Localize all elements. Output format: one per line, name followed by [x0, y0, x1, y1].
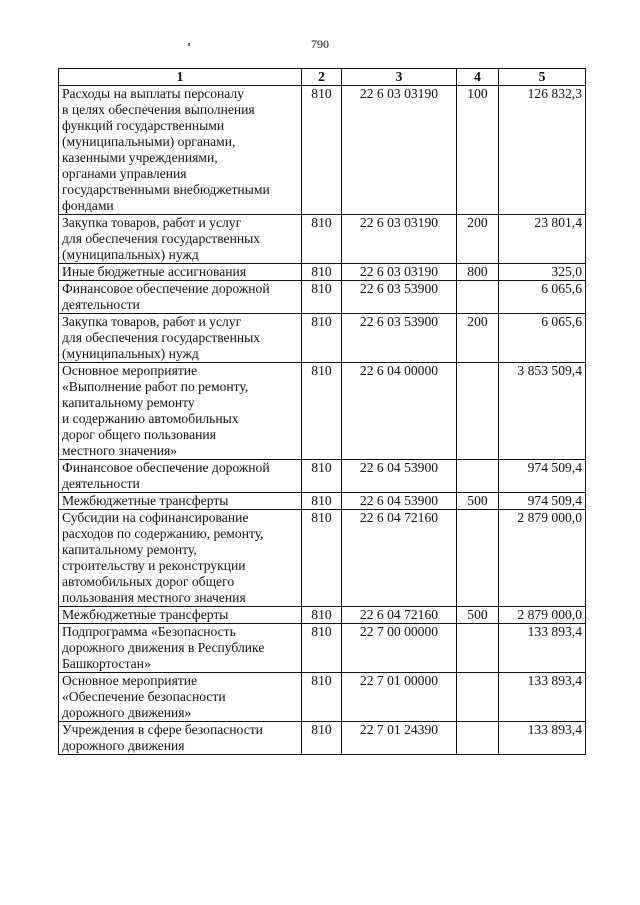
expense-name: Расходы на выплаты персоналу в целях обеспечения выполнения функций государственными (муниципальными) органами, казенными учреждениями, органами управления государственными внебюджетными фондами [59, 86, 302, 215]
admin-code: 810 [302, 673, 342, 722]
expense-name: Межбюджетные трансферты [59, 607, 302, 624]
target-code: 22 6 03 53900 [342, 281, 457, 314]
expense-type-code [457, 510, 499, 607]
target-code: 22 6 04 53900 [342, 493, 457, 510]
expense-type-code: 800 [457, 264, 499, 281]
expense-type-code [457, 722, 499, 755]
table-header-row [59, 69, 586, 86]
expense-name: Основное мероприятие «Обеспечение безопасности дорожного движения» [59, 673, 302, 722]
admin-code: 810 [302, 281, 342, 314]
expense-type-code [457, 624, 499, 673]
column-header: 5 [499, 69, 586, 86]
admin-code: 810 [302, 86, 342, 215]
amount: 6 065,6 [499, 314, 586, 363]
admin-code: 810 [302, 215, 342, 264]
target-code: 22 6 03 03190 [342, 215, 457, 264]
table-row [59, 314, 586, 363]
admin-code: 810 [302, 722, 342, 755]
target-code: 22 7 01 00000 [342, 673, 457, 722]
expense-type-code [457, 281, 499, 314]
expense-name: Основное мероприятие «Выполнение работ по ремонту, капитальному ремонту и содержанию автомобильных дорог общего пользования местного значения» [59, 363, 302, 460]
table-row [59, 722, 586, 755]
amount: 325,0 [499, 264, 586, 281]
expense-name: Субсидии на софинансирование расходов по содержанию, ремонту, капитальному ремонту, строительству и реконструкции автомобильных дорог общего пользования местного значения [59, 510, 302, 607]
expense-type-code: 200 [457, 314, 499, 363]
admin-code: 810 [302, 363, 342, 460]
column-header: 2 [302, 69, 342, 86]
target-code: 22 6 03 03190 [342, 264, 457, 281]
expense-type-code: 500 [457, 493, 499, 510]
target-code: 22 7 01 24390 [342, 722, 457, 755]
column-header: 3 [342, 69, 457, 86]
table-row [59, 510, 586, 607]
expense-name: Финансовое обеспечение дорожной деятельности [59, 460, 302, 493]
amount: 3 853 509,4 [499, 363, 586, 460]
admin-code: 810 [302, 493, 342, 510]
target-code: 22 6 04 72160 [342, 607, 457, 624]
target-code: 22 6 04 53900 [342, 460, 457, 493]
amount: 133 893,4 [499, 722, 586, 755]
expense-type-code: 200 [457, 215, 499, 264]
target-code: 22 6 04 72160 [342, 510, 457, 607]
expense-name: Закупка товаров, работ и услуг для обеспечения государственных (муниципальных) нужд [59, 314, 302, 363]
expense-name: Подпрограмма «Безопасность дорожного движения в Республике Башкортостан» [59, 624, 302, 673]
target-code: 22 7 00 00000 [342, 624, 457, 673]
expense-type-code [457, 673, 499, 722]
admin-code: 810 [302, 314, 342, 363]
admin-code: 810 [302, 624, 342, 673]
table-row [59, 264, 586, 281]
amount: 2 879 000,0 [499, 607, 586, 624]
table-row [59, 460, 586, 493]
amount: 6 065,6 [499, 281, 586, 314]
admin-code: 810 [302, 460, 342, 493]
table-row [59, 363, 586, 460]
expense-name: Учреждения в сфере безопасности дорожного движения [59, 722, 302, 755]
amount: 974 509,4 [499, 460, 586, 493]
column-header: 4 [457, 69, 499, 86]
admin-code: 810 [302, 264, 342, 281]
budget-table [58, 68, 586, 755]
scan-speck [188, 43, 190, 46]
expense-name: Закупка товаров, работ и услуг для обеспечения государственных (муниципальных) нужд [59, 215, 302, 264]
amount: 133 893,4 [499, 673, 586, 722]
column-header: 1 [59, 69, 302, 86]
page-number: 790 [311, 37, 329, 51]
amount: 23 801,4 [499, 215, 586, 264]
table-row [59, 215, 586, 264]
table-row [59, 624, 586, 673]
table-row [59, 86, 586, 215]
admin-code: 810 [302, 607, 342, 624]
expense-type-code: 100 [457, 86, 499, 215]
target-code: 22 6 03 03190 [342, 86, 457, 215]
expense-name: Межбюджетные трансферты [59, 493, 302, 510]
amount: 133 893,4 [499, 624, 586, 673]
table-row [59, 607, 586, 624]
expense-name: Финансовое обеспечение дорожной деятельности [59, 281, 302, 314]
expense-name: Иные бюджетные ассигнования [59, 264, 302, 281]
expense-type-code [457, 460, 499, 493]
table-row [59, 673, 586, 722]
amount: 126 832,3 [499, 86, 586, 215]
admin-code: 810 [302, 510, 342, 607]
expense-type-code: 500 [457, 607, 499, 624]
table-row [59, 493, 586, 510]
amount: 2 879 000,0 [499, 510, 586, 607]
amount: 974 509,4 [499, 493, 586, 510]
expense-type-code [457, 363, 499, 460]
table-row [59, 281, 586, 314]
target-code: 22 6 04 00000 [342, 363, 457, 460]
target-code: 22 6 03 53900 [342, 314, 457, 363]
